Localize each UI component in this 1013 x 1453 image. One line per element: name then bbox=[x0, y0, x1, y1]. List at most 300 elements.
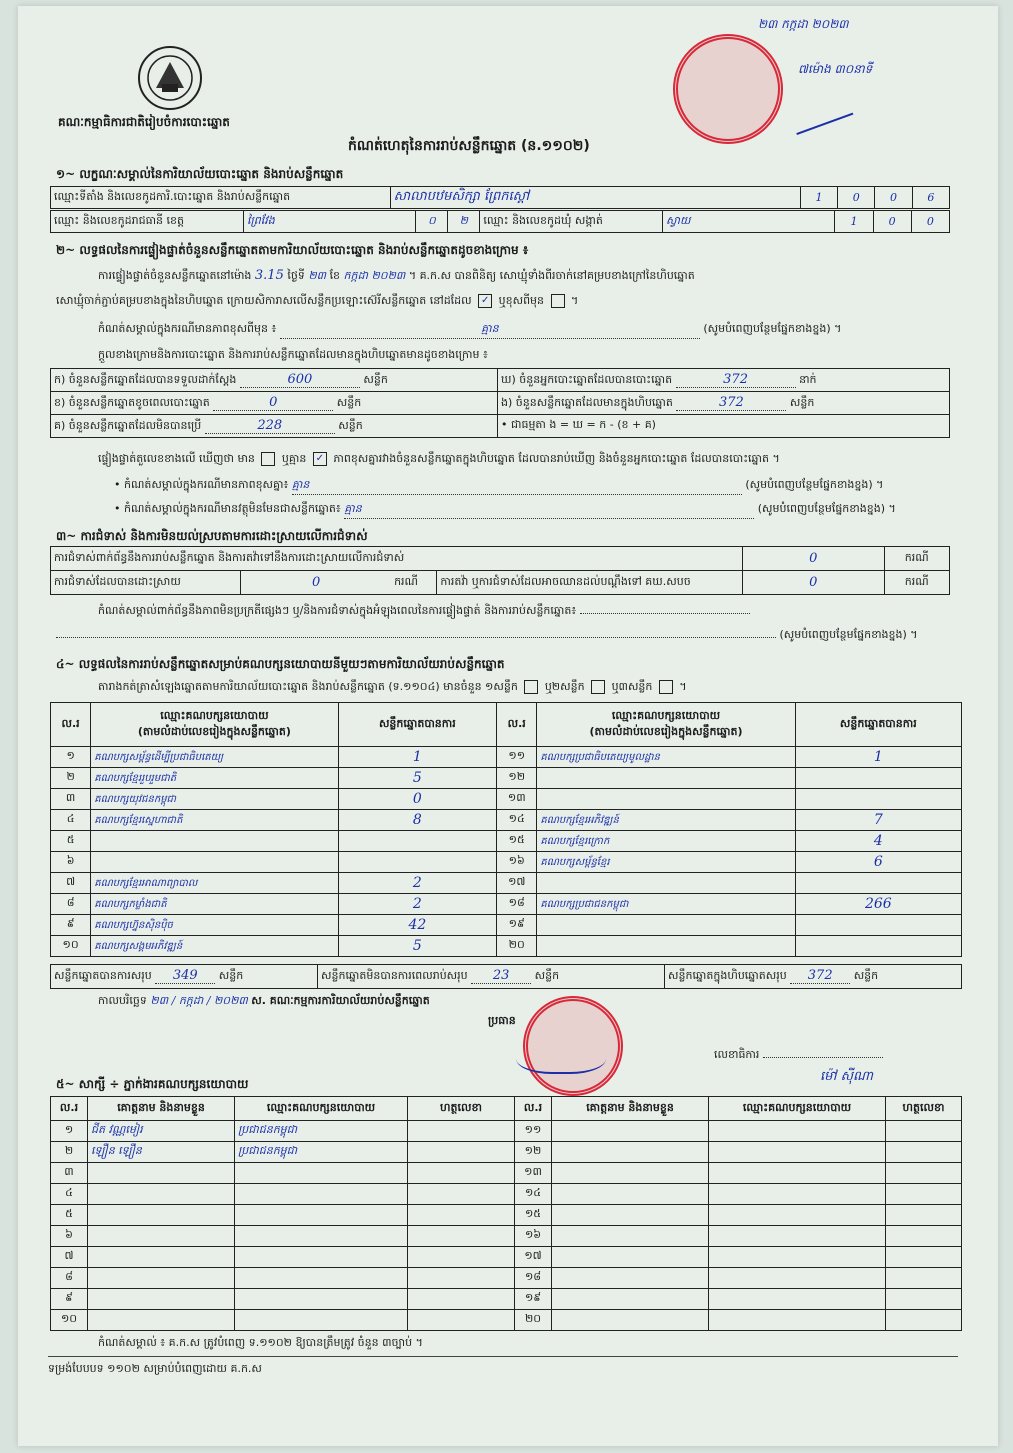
sec2-p1b: ថ្ងៃទី bbox=[287, 269, 305, 282]
party-no: ១៥ bbox=[497, 831, 537, 852]
col-party-right: ឈ្មោះគណបក្សនយោបាយ (តាមលំដាប់លេខរៀងក្នុងសន្លឹកឆ្នោត) bbox=[537, 703, 795, 747]
party-name bbox=[537, 873, 795, 894]
sec2-p2: សោឃ្មុំចាក់ភ្ជាប់គម្របខាងក្នុងនៃហិបឆ្នោត ក្រោយសិការាសលើសន្លឹកប្រឡោះស៊េរីសន្លឹកឆ្នោត នៅដដែល bbox=[56, 294, 472, 307]
party-name bbox=[91, 852, 338, 873]
witness-signature bbox=[886, 1184, 962, 1205]
secretary-sign-line bbox=[763, 1057, 883, 1058]
witness-party bbox=[235, 1268, 408, 1289]
party-name: គណបក្សខ្មែរស្នេហាជាតិ bbox=[91, 810, 338, 831]
witness-no: ៩ bbox=[51, 1289, 88, 1310]
witness-no: ១២ bbox=[515, 1142, 552, 1163]
bullet1-label: • កំណត់សម្គាល់ក្នុងករណីមានភាពខុសគ្នា៖ bbox=[114, 478, 289, 491]
witness-party bbox=[709, 1289, 886, 1310]
sec2-bullet1 bbox=[114, 478, 964, 495]
party-name: គណបក្សសង្គមអភិវឌ្ឍន៍ bbox=[91, 936, 338, 957]
witness-row bbox=[51, 1247, 962, 1268]
witness-no: ១៩ bbox=[515, 1289, 552, 1310]
official-stamp-top bbox=[673, 34, 783, 144]
bullet1-value: គ្មាន bbox=[292, 478, 742, 495]
bullet2-note: (សូមបំពេញបន្ថែមផ្នែកខាងខ្នង) ។ bbox=[757, 502, 896, 515]
witness-no: ៧ bbox=[51, 1247, 88, 1268]
province-value: ព្រៃវែង bbox=[244, 211, 416, 233]
party-votes: 0 bbox=[338, 789, 497, 810]
witness-name bbox=[552, 1268, 709, 1289]
party-votes bbox=[795, 915, 961, 936]
sec4-intro: តារាងកត់ត្រាសំឡេងឆ្នោតតាមការិយាល័យបោះឆ្នោត និងរាប់សន្លឹកឆ្នោត (ទ.១១០៤) មានចំនួន ១សន្លឹក ឬ២សន្លឹក ឬ៣សន្លឹក ។ bbox=[98, 680, 687, 693]
witness-party bbox=[235, 1205, 408, 1226]
obj-unit-1: ករណី bbox=[884, 547, 950, 571]
witness-name bbox=[552, 1184, 709, 1205]
sec2-line3 bbox=[98, 322, 958, 339]
witness-no: ១៣ bbox=[515, 1163, 552, 1184]
total-box-value: 372 bbox=[790, 968, 850, 984]
sec2-p5c: ភាពខុសគ្នារវាងចំនួនសន្លឹកឆ្នោតក្នុងហិបឆ្នោត ដែលបានរាប់ឃើញ និងចំនួនអ្នកបោះឆ្នោត ដែលបានបោះឆ្នោត ។ bbox=[333, 452, 780, 465]
obj-value-2: 0 bbox=[241, 571, 391, 595]
witness-signature bbox=[886, 1289, 962, 1310]
witness-row bbox=[51, 1184, 962, 1205]
witness-party bbox=[235, 1289, 408, 1310]
w-col-name-right: គោត្តនាម និងនាមខ្លួន bbox=[552, 1097, 709, 1121]
party-no: ២ bbox=[51, 768, 91, 789]
witness-no: ១៤ bbox=[515, 1184, 552, 1205]
party-name: គណបក្សយុវជនកម្ពុជា bbox=[91, 789, 338, 810]
party-votes bbox=[795, 789, 961, 810]
obj-label-1: ការជំទាស់ពាក់ព័ន្ធនឹងការរាប់សន្លឹកឆ្នោត និងការតវ៉ាទៅនឹងការដោះស្រាយលើការជំទាស់ bbox=[51, 547, 743, 571]
witness-party bbox=[235, 1184, 408, 1205]
party-row bbox=[51, 789, 962, 810]
witness-name: ឡឿន ឡឿន bbox=[88, 1142, 235, 1163]
party-name: គណបក្សខ្មែរអាណាព្យាបាល bbox=[91, 873, 338, 894]
diff-note-value: គ្មាន bbox=[280, 322, 700, 339]
witness-name bbox=[88, 1268, 235, 1289]
witness-name bbox=[88, 1247, 235, 1268]
witness-signature bbox=[408, 1289, 515, 1310]
party-votes: 6 bbox=[795, 852, 961, 873]
witness-signature bbox=[408, 1205, 515, 1226]
witness-party bbox=[235, 1247, 408, 1268]
witness-party bbox=[709, 1121, 886, 1142]
witness-party bbox=[709, 1163, 886, 1184]
totals-table bbox=[50, 964, 962, 989]
province-label: ឈ្មោះ និងលេខកូដរាជធានី ខេត្ត bbox=[51, 211, 244, 233]
witness-signature bbox=[886, 1247, 962, 1268]
witness-party bbox=[709, 1184, 886, 1205]
witness-party bbox=[709, 1142, 886, 1163]
party-row bbox=[51, 768, 962, 789]
sec2-p1d: ។ គ.ក.ស បានពិនិត្យ សោឃ្មុំទាំងពីរចាក់នៅគម្របខាងក្រៅនៃហិបឆ្នោត bbox=[408, 269, 695, 282]
total-invalid-label: សន្លឹកឆ្នោតមិនបានការពេលរាប់សរុប bbox=[321, 969, 468, 982]
witness-signature bbox=[408, 1226, 515, 1247]
total-invalid-value: 23 bbox=[471, 968, 531, 984]
sec2-p5b: ឬគ្មាន bbox=[281, 452, 307, 465]
witness-party bbox=[709, 1247, 886, 1268]
witness-no: ១១ bbox=[515, 1121, 552, 1142]
party-votes bbox=[795, 873, 961, 894]
obj-label-2: ការជំទាស់ដែលបានដោះស្រាយ bbox=[51, 571, 241, 595]
party-no: ២០ bbox=[497, 936, 537, 957]
sec2-p4: ក្តួលខាងក្រោមនិងការបោះឆ្នោត និងការរាប់សន្លឹកឆ្នោតដែលមានក្នុងហិបឆ្នោតមានដូចខាងក្រោម ៖ bbox=[98, 348, 488, 361]
sec2-p5: ផ្ទៀងផ្ទាត់តួលេខខាងលើ ឃើញថា មាន bbox=[98, 452, 255, 465]
witness-row bbox=[51, 1310, 962, 1331]
sec3-note bbox=[98, 604, 958, 620]
col-no-right: ល.រ bbox=[497, 703, 537, 747]
party-row bbox=[51, 915, 962, 936]
party-no: ១៣ bbox=[497, 789, 537, 810]
party-no: ១១ bbox=[497, 747, 537, 768]
verify-day: ២៣ bbox=[308, 269, 327, 282]
commune-code-2: 0 bbox=[873, 211, 911, 233]
witness-signature bbox=[408, 1247, 515, 1268]
witness-no: ១៧ bbox=[515, 1247, 552, 1268]
location-code-1: 1 bbox=[800, 187, 837, 209]
footer-rule bbox=[48, 1356, 958, 1357]
party-no: ៧ bbox=[51, 873, 91, 894]
witness-name: ជីត វណ្ណមៀរ bbox=[88, 1121, 235, 1142]
witness-row bbox=[51, 1205, 962, 1226]
party-row bbox=[51, 852, 962, 873]
witness-signature bbox=[886, 1121, 962, 1142]
emblem-logo bbox=[136, 44, 204, 112]
different-checkbox[interactable] bbox=[551, 294, 565, 308]
count-a-label: ក) ចំនួនសន្លឹកឆ្នោតដែលបានទទួលដាក់ស្តែង bbox=[54, 372, 237, 386]
total-box-label: សន្លឹកឆ្នោតក្នុងហិបឆ្នោតសរុប bbox=[668, 969, 787, 982]
witness-name bbox=[552, 1205, 709, 1226]
party-row bbox=[51, 873, 962, 894]
witness-no: ១៨ bbox=[515, 1268, 552, 1289]
witness-party bbox=[709, 1226, 886, 1247]
party-name bbox=[91, 831, 338, 852]
sec2-p1: ការផ្ទៀងផ្ទាត់ចំនួនសន្លឹកឆ្នោតនៅម៉ោង bbox=[98, 269, 252, 282]
count-b-unit: សន្លឹក bbox=[336, 395, 362, 409]
witness-no: ២ bbox=[51, 1142, 88, 1163]
obj-label-3: ការតវ៉ា ឬការជំទាស់ដែលអាចឈានដល់បណ្តឹងទៅ គឃ.សបច bbox=[437, 571, 743, 595]
party-no: ១៦ bbox=[497, 852, 537, 873]
party-name bbox=[537, 915, 795, 936]
party-name: គណបក្សប្រជាធិបតេយ្យមូលដ្ឋាន bbox=[537, 747, 795, 768]
col-votes-left: សន្លឹកឆ្នោតបានការ bbox=[338, 703, 497, 747]
sec2-bullet2 bbox=[114, 502, 964, 519]
ballot-counts-table bbox=[50, 368, 950, 438]
party-no: ១៨ bbox=[497, 894, 537, 915]
party-votes bbox=[795, 936, 961, 957]
party-votes: 4 bbox=[795, 831, 961, 852]
sec3-note-text: កំណត់សម្គាល់ពាក់ព័ន្ធនឹងភាពមិនប្រក្រតីផ្សេងៗ ឬ/និងការជំទាស់ក្នុងអំឡុងពេលនៃការផ្ទៀងផ្ទាត់ និងការរាប់សន្លឹកឆ្នោត៖ bbox=[98, 604, 577, 617]
count-a-unit: សន្លឹក bbox=[363, 372, 388, 386]
date-label: កាលបរិច្ឆេទ bbox=[98, 994, 147, 1007]
sec4-intro-text: តារាងកត់ត្រាសំឡេងឆ្នោតតាមការិយាល័យបោះឆ្នោត និងរាប់សន្លឹកឆ្នោត (ទ.១១០៤) មានចំនួន ១សន្លឹក bbox=[98, 680, 518, 693]
witness-name bbox=[552, 1247, 709, 1268]
form-footer: ទម្រង់បែបបទ ១១០២ សម្រាប់បំពេញដោយ គ.ក.ស bbox=[48, 1362, 262, 1375]
witness-name bbox=[552, 1289, 709, 1310]
objections-table bbox=[50, 546, 950, 595]
w-col-party-right: ឈ្មោះគណបក្សនយោបាយ bbox=[709, 1097, 886, 1121]
party-votes bbox=[338, 831, 497, 852]
sec2-p1c: ខែ bbox=[329, 269, 341, 282]
witness-row bbox=[51, 1142, 962, 1163]
w-col-no-right: ល.រ bbox=[515, 1097, 552, 1121]
sec2-line5 bbox=[98, 452, 978, 468]
bullet2-value: គ្មាន bbox=[344, 502, 754, 519]
location-code-2: 0 bbox=[838, 187, 875, 209]
party-votes: 8 bbox=[338, 810, 497, 831]
sec3-title: ៣~ ការជំទាស់ និងការមិនយល់ស្របតាមការដោះស្រាយលើការជំទាស់ bbox=[56, 529, 368, 543]
witness-signature bbox=[886, 1226, 962, 1247]
sec2-line1 bbox=[98, 268, 978, 285]
sec2-title: ២~ លទ្ធផលនៃការផ្ទៀងផ្ទាត់ចំនួនសន្លឹកឆ្នោតតាមការិយាល័យបោះឆ្នោត និងរាប់សន្លឹកឆ្នោតដូចខាងក្រោម ៖ bbox=[56, 243, 529, 257]
witness-no: ៣ bbox=[51, 1163, 88, 1184]
sec1-table bbox=[50, 186, 950, 209]
witness-signature bbox=[886, 1163, 962, 1184]
party-no: ១៧ bbox=[497, 873, 537, 894]
total-valid-value: 349 bbox=[155, 968, 215, 984]
witness-no: ១៦ bbox=[515, 1226, 552, 1247]
sec1-table-row2 bbox=[50, 210, 950, 233]
witness-no: ៦ bbox=[51, 1226, 88, 1247]
location-value: សាលាបឋមសិក្សា ព្រែកស្តៅ bbox=[390, 187, 800, 209]
count-d-unit: នាក់ bbox=[799, 372, 817, 386]
witness-no: ៤ bbox=[51, 1184, 88, 1205]
sec2-line2: សោឃ្មុំចាក់ភ្ជាប់គម្របខាងក្នុងនៃហិបឆ្នោត ក្រោយសិការាសលើសន្លឹកប្រឡោះស៊េរីសន្លឹកឆ្នោត នៅដដែល ✓ ឬខុសពីមុន ។ bbox=[56, 294, 579, 307]
sec1-title: ១~ លក្ខណៈសម្គាល់នៃការិយាល័យបោះឆ្នោត និងរាប់សន្លឹកឆ្នោត bbox=[56, 167, 344, 181]
obj-value-1: 0 bbox=[743, 547, 884, 571]
witness-party bbox=[709, 1310, 886, 1331]
witness-no: ៨ bbox=[51, 1268, 88, 1289]
commune-value: ស្វាយ bbox=[663, 211, 835, 233]
party-row bbox=[51, 831, 962, 852]
party-votes: 266 bbox=[795, 894, 961, 915]
party-row bbox=[51, 936, 962, 957]
w-col-sign-right: ហត្ថលេខា bbox=[886, 1097, 962, 1121]
date-line bbox=[98, 994, 818, 1010]
party-votes bbox=[338, 852, 497, 873]
secretary-line bbox=[714, 1048, 883, 1064]
sec2-p3-note: (សូមបំពេញបន្ថែមផ្នែកខាងខ្នង) ។ bbox=[703, 322, 842, 335]
party-no: ៨ bbox=[51, 894, 91, 915]
has-difference-checkbox[interactable] bbox=[261, 452, 275, 466]
location-label: ឈ្មោះទីតាំង និងលេខកូដការិ.បោះឆ្នោត និងរាប់សន្លឹកឆ្នោត bbox=[51, 187, 391, 209]
witness-row bbox=[51, 1226, 962, 1247]
col-votes-right: សន្លឹកឆ្នោតបានការ bbox=[795, 703, 961, 747]
bullet1-note: (សូមបំពេញបន្ថែមផ្នែកខាងខ្នង) ។ bbox=[745, 478, 884, 491]
col-party-left: ឈ្មោះគណបក្សនយោបាយ (តាមលំដាប់លេខរៀងក្នុងសន្លឹកឆ្នោត) bbox=[91, 703, 338, 747]
three-sheet-checkbox[interactable] bbox=[659, 680, 673, 694]
verify-time: 3.15 bbox=[254, 268, 284, 283]
party-name: គណបក្សខ្មែររួបរួមជាតិ bbox=[91, 768, 338, 789]
witness-row bbox=[51, 1289, 962, 1310]
count-e-value: 372 bbox=[676, 395, 786, 411]
party-no: ១៩ bbox=[497, 915, 537, 936]
party-name: គណបក្សខ្មែរក្រោក bbox=[537, 831, 795, 852]
witness-signature bbox=[886, 1310, 962, 1331]
sec4-title: ៤~ លទ្ធផលនៃការរាប់សន្លឹកឆ្នោតសម្រាប់គណបក្សនយោបាយនីមួយៗតាមការិយាល័យរាប់សន្លឹកឆ្នោត bbox=[56, 657, 505, 671]
count-e-unit: សន្លឹក bbox=[789, 395, 815, 409]
witness-signature bbox=[408, 1142, 515, 1163]
commune-label: ឈ្មោះ និងលេខកូដឃុំ សង្កាត់ bbox=[480, 211, 663, 233]
obj-unit-3: ករណី bbox=[884, 571, 950, 595]
sec3-note-line2 bbox=[56, 637, 776, 638]
sec3-note-row2 bbox=[56, 628, 956, 644]
witness-party: ប្រជាជនកម្ពុជា bbox=[235, 1142, 408, 1163]
witness-name bbox=[88, 1289, 235, 1310]
verify-month: កក្កដា ២០២៣ bbox=[343, 269, 406, 282]
witness-name bbox=[552, 1310, 709, 1331]
party-no: ៤ bbox=[51, 810, 91, 831]
witness-party bbox=[709, 1268, 886, 1289]
obj-unit-2: ករណី bbox=[391, 571, 437, 595]
one-sheet-checkbox[interactable] bbox=[524, 680, 538, 694]
secretary-name: ម៉ៅ ស៊ីណា bbox=[820, 1069, 874, 1084]
witness-signature bbox=[408, 1268, 515, 1289]
count-d-value: 372 bbox=[676, 372, 796, 388]
w-col-no-left: ល.រ bbox=[51, 1097, 88, 1121]
total-valid-unit: សន្លឹក bbox=[218, 969, 244, 982]
party-no: ១០ bbox=[51, 936, 91, 957]
party-name: គណបក្សហ្វ៊ុនស៊ិនប៉ិច bbox=[91, 915, 338, 936]
obj-value-3: 0 bbox=[743, 571, 884, 595]
witness-name bbox=[88, 1205, 235, 1226]
party-no: ៣ bbox=[51, 789, 91, 810]
party-no: ៦ bbox=[51, 852, 91, 873]
commune-code-1: 1 bbox=[835, 211, 873, 233]
sec5-title: ៥~ សាក្សី ÷ ភ្នាក់ងារគណបក្សនយោបាយ bbox=[56, 1077, 249, 1091]
w-col-party-left: ឈ្មោះគណបក្សនយោបាយ bbox=[235, 1097, 408, 1121]
witness-no: ១០ bbox=[51, 1310, 88, 1331]
col-no-left: ល.រ bbox=[51, 703, 91, 747]
date-value: ២៣ / កក្កដា / ២០២៣ bbox=[150, 994, 248, 1007]
witness-name bbox=[88, 1184, 235, 1205]
bullet2-label: • កំណត់សម្គាល់ក្នុងករណីមានវត្ថុមិនមែនជាសន្លឹកឆ្នោត៖ bbox=[114, 502, 341, 515]
witness-signature bbox=[408, 1163, 515, 1184]
party-votes: 5 bbox=[338, 936, 497, 957]
location-code-4: 6 bbox=[912, 187, 949, 209]
party-name: គណបក្សកម្លាំងជាតិ bbox=[91, 894, 338, 915]
party-votes: 1 bbox=[338, 747, 497, 768]
party-no: ៩ bbox=[51, 915, 91, 936]
party-votes bbox=[795, 768, 961, 789]
total-valid-label: សន្លឹកឆ្នោតបានការសរុប bbox=[54, 969, 152, 982]
sec2-p3: កំណត់សម្គាល់ក្នុងករណីមានភាពខុសពីមុន ៖ bbox=[98, 322, 277, 335]
party-votes: 2 bbox=[338, 873, 497, 894]
witness-signature bbox=[408, 1310, 515, 1331]
total-box-unit: សន្លឹក bbox=[853, 969, 879, 982]
party-votes: 2 bbox=[338, 894, 497, 915]
province-code-1: ០ bbox=[416, 211, 448, 233]
committee-label: ស. គណៈកម្មការការិយាល័យរាប់សន្លឹកឆ្នោត bbox=[251, 994, 430, 1007]
count-c-label: គ) ចំនួនសន្លឹកឆ្នោតដែលមិនបានប្រើ bbox=[54, 418, 202, 432]
sec4-intro-c: ឬ៣សន្លឹក bbox=[611, 680, 653, 693]
count-a-value: 600 bbox=[240, 372, 360, 388]
party-name bbox=[537, 768, 795, 789]
count-c-unit: សន្លឹក bbox=[338, 418, 363, 432]
witness-party bbox=[709, 1205, 886, 1226]
top-right-date: ២៣ កក្កដា ២០២៣ bbox=[758, 17, 849, 31]
count-d-label: ឃ) ចំនួនអ្នកបោះឆ្នោតដែលបានបោះឆ្នោត bbox=[501, 372, 673, 386]
witness-row bbox=[51, 1268, 962, 1289]
witness-no: ២០ bbox=[515, 1310, 552, 1331]
witness-name bbox=[552, 1142, 709, 1163]
witness-name bbox=[552, 1163, 709, 1184]
party-votes: 1 bbox=[795, 747, 961, 768]
province-code-2: ២ bbox=[448, 211, 480, 233]
top-signature bbox=[783, 75, 854, 135]
org-name: គណៈកម្មាធិការជាតិរៀបចំការបោះឆ្នោត bbox=[58, 115, 230, 129]
party-no: ៥ bbox=[51, 831, 91, 852]
sec4-intro-b: ឬ២សន្លឹក bbox=[544, 680, 585, 693]
party-no: ១ bbox=[51, 747, 91, 768]
party-row bbox=[51, 810, 962, 831]
witness-row bbox=[51, 1121, 962, 1142]
chair-signature bbox=[516, 1036, 606, 1074]
party-name: គណបក្សសម្ព័ន្ធដើម្បីប្រជាធិបតេយ្យ bbox=[91, 747, 338, 768]
party-row bbox=[51, 747, 962, 768]
party-results-table bbox=[50, 702, 962, 957]
witness-party bbox=[235, 1226, 408, 1247]
witness-signature bbox=[886, 1268, 962, 1289]
w-col-name-left: គោត្តនាម និងនាមខ្លួន bbox=[88, 1097, 235, 1121]
footnote: កំណត់សម្គាល់ ៖ គ.ក.ស ត្រូវបំពេញ ទ.១១០២ ឱ្យបានត្រឹមត្រូវ ចំនួន ៣ច្បាប់ ។ bbox=[98, 1336, 423, 1349]
witness-signature bbox=[886, 1142, 962, 1163]
witness-name bbox=[88, 1226, 235, 1247]
secretary-label: លេខាធិការ bbox=[714, 1048, 760, 1061]
sec3-note-end: (សូមបំពេញបន្ថែមផ្នែកខាងខ្នង) ។ bbox=[779, 628, 918, 641]
witness-no: ១៥ bbox=[515, 1205, 552, 1226]
witness-row bbox=[51, 1163, 962, 1184]
witness-name bbox=[552, 1226, 709, 1247]
party-votes: 7 bbox=[795, 810, 961, 831]
party-row bbox=[51, 894, 962, 915]
count-c-value: 228 bbox=[205, 418, 335, 434]
election-form-page bbox=[18, 6, 998, 1446]
party-name: គណបក្សខ្មែរអភិវឌ្ឍន៍ bbox=[537, 810, 795, 831]
chair-label: ប្រធាន bbox=[488, 1014, 516, 1027]
witness-party bbox=[235, 1163, 408, 1184]
total-invalid-unit: សន្លឹក bbox=[534, 969, 560, 982]
witness-name bbox=[88, 1163, 235, 1184]
top-right-time: ៧ម៉ោង ៣០នាទី bbox=[798, 62, 873, 76]
w-col-sign-left: ហត្ថលេខា bbox=[408, 1097, 515, 1121]
no-difference-checkbox[interactable]: ✓ bbox=[313, 452, 327, 466]
party-name: គណបក្សសម្ព័ន្ធខ្មែរ bbox=[537, 852, 795, 873]
location-code-3: 0 bbox=[875, 187, 912, 209]
party-name bbox=[537, 789, 795, 810]
sec2-p2-check: ឬខុសពីមុន bbox=[498, 294, 545, 307]
same-checkbox[interactable]: ✓ bbox=[478, 294, 492, 308]
party-votes: 5 bbox=[338, 768, 497, 789]
witness-no: ១ bbox=[51, 1121, 88, 1142]
party-votes: 42 bbox=[338, 915, 497, 936]
party-name bbox=[537, 936, 795, 957]
witness-party bbox=[235, 1310, 408, 1331]
count-b-value: 0 bbox=[213, 395, 333, 411]
party-no: ១៤ bbox=[497, 810, 537, 831]
witness-no: ៥ bbox=[51, 1205, 88, 1226]
witness-signature bbox=[886, 1205, 962, 1226]
witness-name bbox=[88, 1310, 235, 1331]
two-sheet-checkbox[interactable] bbox=[591, 680, 605, 694]
party-name: គណបក្សប្រជាជនកម្ពុជា bbox=[537, 894, 795, 915]
witness-table bbox=[50, 1096, 962, 1331]
commune-code-3: 0 bbox=[911, 211, 949, 233]
formula: • ជាធម្មតា ង = ឃ = ក - (ខ + គ) bbox=[501, 418, 656, 431]
witness-name bbox=[552, 1121, 709, 1142]
sec3-note-line bbox=[580, 613, 750, 614]
party-no: ១២ bbox=[497, 768, 537, 789]
witness-signature bbox=[408, 1121, 515, 1142]
witness-signature bbox=[408, 1184, 515, 1205]
count-b-label: ខ) ចំនួនសន្លឹកឆ្នោតខូចពេលបោះឆ្នោត bbox=[54, 395, 210, 409]
form-title: កំណត់ហេតុនៃការរាប់សន្លឹកឆ្នោត (ន.១១០២) bbox=[348, 138, 590, 154]
witness-party: ប្រជាជនកម្ពុជា bbox=[235, 1121, 408, 1142]
